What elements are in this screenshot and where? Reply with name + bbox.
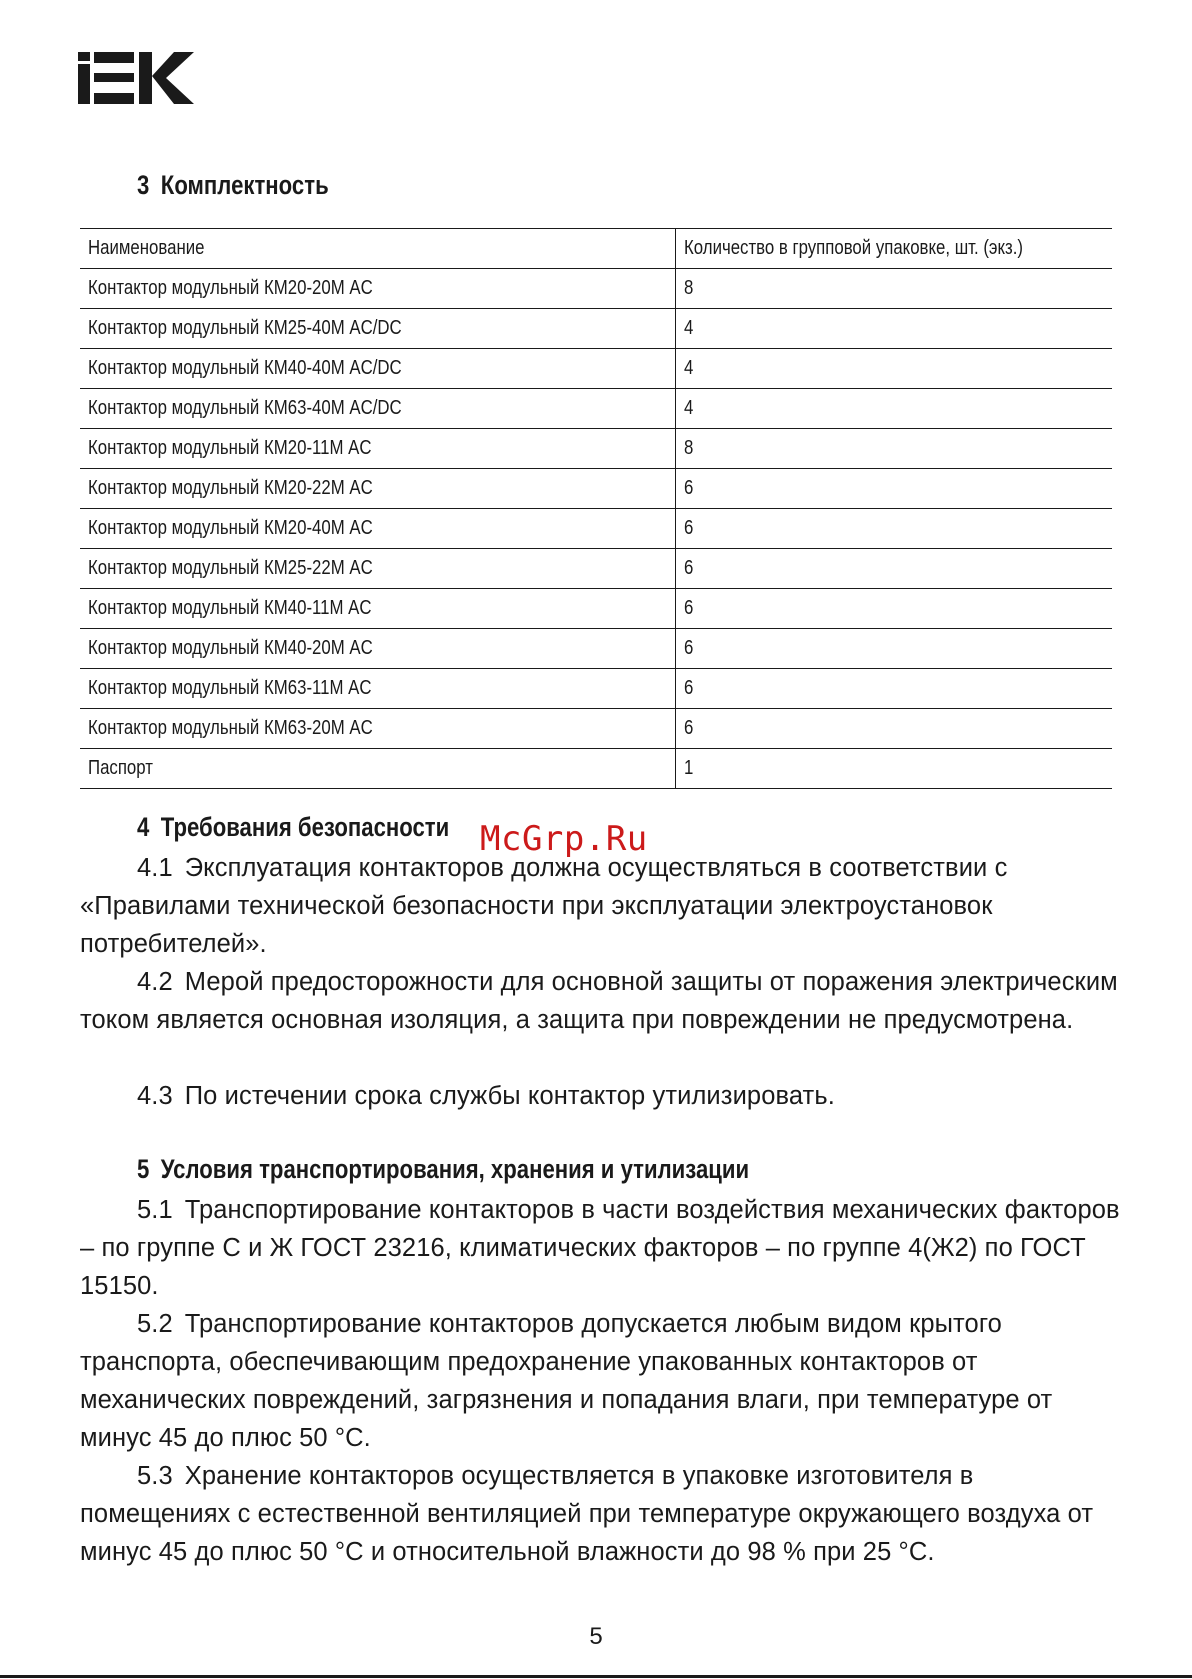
- row-qty: 6: [676, 469, 1113, 509]
- table-header-row: [80, 229, 1112, 269]
- watermark-text: McGrp.Ru: [480, 819, 648, 859]
- section-5-title-text: Условия транспортирования, хранения и утилизации: [160, 1154, 750, 1184]
- paragraph-5-1: 5.1 Транспортирование контакторов в части воздействия механических факторов – по группе С и Ж ГОСТ 23216, климатических факторов – по группе 4(Ж2) по ГОСТ 15150.: [80, 1196, 1120, 1300]
- row-name: Контактор модульный КМ20-20М AC: [80, 269, 676, 309]
- row-name: Контактор модульный КМ63-20М AC: [80, 709, 676, 749]
- table-row: [80, 429, 1112, 469]
- table-row: [80, 309, 1112, 349]
- paragraph-5-3: 5.3 Хранение контакторов осуществляется в упаковке изготовителя в помещениях с естественной вентиляцией при температуре окружающего воздуха от минус 45 до плюс 50 °С и относительной влажности до 98 % при 25 °С.: [80, 1462, 1094, 1566]
- section-5-number: 5: [137, 1154, 150, 1184]
- table-row: [80, 549, 1112, 589]
- section-3-number: 3: [137, 170, 150, 200]
- page-number: 5: [589, 1623, 603, 1650]
- table-row: [80, 389, 1112, 429]
- row-name: Контактор модульный КМ40-20М AC: [80, 629, 676, 669]
- table-row: [80, 669, 1112, 709]
- row-name: Паспорт: [80, 749, 676, 789]
- row-name: Контактор модульный КМ20-22М AC: [80, 469, 676, 509]
- row-qty: 4: [676, 349, 1113, 389]
- row-name: Контактор модульный КМ20-11М AC: [80, 429, 676, 469]
- row-qty: 8: [676, 269, 1113, 309]
- row-qty: 1: [676, 749, 1113, 789]
- row-name: Контактор модульный КМ25-22М AC: [80, 549, 676, 589]
- row-qty: 6: [676, 629, 1113, 669]
- row-name: Контактор модульный КМ40-11М AC: [80, 589, 676, 629]
- paragraph-4-3: 4.3 По истечении срока службы контактор утилизировать.: [137, 1082, 835, 1110]
- table-row: [80, 509, 1112, 549]
- row-name: Контактор модульный КМ40-40М AC/DC: [80, 349, 676, 389]
- header-name: Наименование: [80, 229, 676, 269]
- section-4-title-text: Требования безопасности: [160, 812, 450, 842]
- paragraph-4-2: 4.2 Мерой предосторожности для основной защиты от поражения электрическим током является основная изоляция, а защита при повреждении не предусмотрена.: [80, 968, 1118, 1034]
- row-qty: 6: [676, 709, 1113, 749]
- table-row: [80, 749, 1112, 789]
- table-row: [80, 709, 1112, 749]
- row-qty: 4: [676, 309, 1113, 349]
- row-qty: 4: [676, 389, 1113, 429]
- table-row: [80, 269, 1112, 309]
- paragraph-5-2: 5.2 Транспортирование контакторов допускается любым видом крытого транспорта, обеспечивающим предохранение упакованных контакторов от механических повреждений, загрязнения и попадания влаги, при температуре от минус 45 до плюс 50 °С.: [80, 1310, 1053, 1452]
- paragraph-4-1: 4.1 Эксплуатация контакторов должна осуществляться в соответствии с «Правилами технической безопасности при эксплуатации электроустановок потребителей».: [80, 854, 1008, 958]
- header-quantity: Количество в групповой упаковке, шт. (экз.): [676, 229, 1113, 269]
- row-name: Контактор модульный КМ25-40М AC/DC: [80, 309, 676, 349]
- row-name: Контактор модульный КМ63-11М AC: [80, 669, 676, 709]
- row-qty: 6: [676, 509, 1113, 549]
- table-row: [80, 629, 1112, 669]
- table-row: [80, 349, 1112, 389]
- iek-logo: [78, 48, 194, 108]
- bottom-rule: [0, 1675, 1192, 1678]
- section-3-title-text: Комплектность: [160, 170, 329, 200]
- section-4-number: 4: [137, 812, 150, 842]
- section-3-title: [137, 170, 329, 201]
- row-name: Контактор модульный КМ20-40М AC: [80, 509, 676, 549]
- kit-table: [80, 228, 1112, 789]
- table-row: [80, 589, 1112, 629]
- row-qty: 8: [676, 429, 1113, 469]
- table-row: [80, 469, 1112, 509]
- row-qty: 6: [676, 589, 1113, 629]
- row-name: Контактор модульный КМ63-40М AC/DC: [80, 389, 676, 429]
- row-qty: 6: [676, 669, 1113, 709]
- section-4-title: [137, 812, 449, 843]
- section-5-title: [137, 1154, 749, 1185]
- row-qty: 6: [676, 549, 1113, 589]
